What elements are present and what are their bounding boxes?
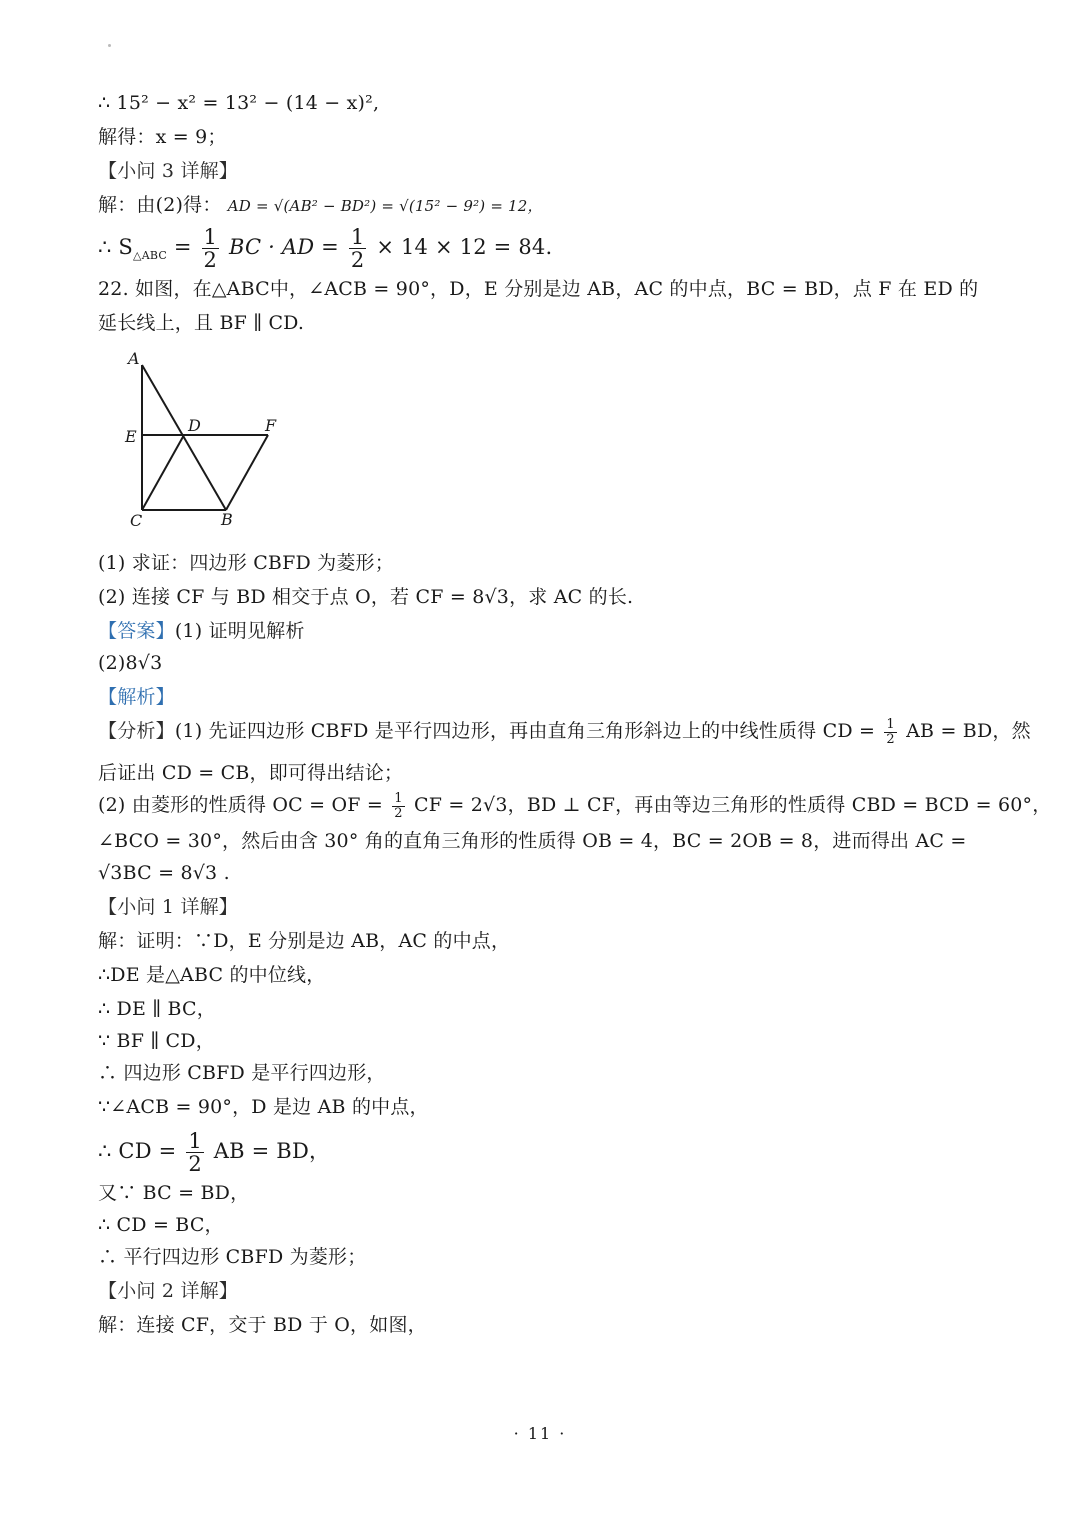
line-area <box>98 226 984 271</box>
fenxi-1b: AB = BD，然 <box>906 720 1031 743</box>
question-22-line1: 22. 如图，在△ABC中，∠ACB = 90°，D，E 分别是边 AB，AC 的中点，BC = BD，点 F 在 ED 的 <box>98 278 979 300</box>
question-22-line2: 延长线上，且 BF ∥ CD. <box>98 312 305 334</box>
area-mid: BC · AD = <box>228 235 339 260</box>
scan-dot <box>108 44 111 47</box>
frac-num: 1 <box>188 1129 202 1153</box>
frac-den: 2 <box>394 805 403 821</box>
proof-line5: ∴ 四边形 CBFD 是平行四边形， <box>98 1062 386 1084</box>
fenxi-3a: (2) 由菱形的性质得 OC = OF = <box>98 794 384 817</box>
part-1: (1) 求证：四边形 CBFD 为菱形； <box>98 552 394 574</box>
frac-num: 1 <box>886 717 895 732</box>
frac-num: 1 <box>394 791 403 806</box>
analysis-line1 <box>98 717 1031 747</box>
frac-den: 2 <box>886 731 895 747</box>
area-sub: △ABC <box>133 249 167 263</box>
geometry-figure <box>118 345 293 535</box>
solution-q2-line1: 解：连接 CF，交于 BD 于 O，如图， <box>98 1314 427 1336</box>
label-e: E <box>125 427 137 446</box>
label-c: C <box>130 511 143 530</box>
line-equation: ∴ 15² − x² = 13² − (14 − x)², <box>98 92 380 114</box>
frac-den: 2 <box>350 248 365 273</box>
proof-line10: ∴ 平行四边形 CBFD 为菱形； <box>98 1246 367 1268</box>
fenxi-1a: (1) 先证四边形 CBFD 是平行四边形，再由直角三角形斜边上的中线性质得 CD = <box>174 720 876 743</box>
answer-line <box>98 620 984 644</box>
analysis-line2: 后证出 CD = CB，即可得出结论； <box>98 762 404 784</box>
analysis-line4: ∠BCO = 30°，然后由含 30° 角的直角三角形的性质得 OB = 4，BC = 2OB = 8，进而得出 AC = <box>98 830 967 852</box>
proof-line4: ∵ BF ∥ CD， <box>98 1030 215 1052</box>
proof-line2: ∴DE 是△ABC 的中位线， <box>98 964 326 986</box>
proof-line6: ∵∠ACB = 90°，D 是边 AB 的中点， <box>98 1096 429 1118</box>
proof-line3: ∴ DE ∥ BC， <box>98 998 216 1020</box>
segment-fb <box>226 435 268 510</box>
frac-den: 2 <box>203 248 218 273</box>
area-eq: = <box>173 235 192 260</box>
area-s: ∴ S <box>98 235 134 260</box>
frac-num: 1 <box>350 225 365 249</box>
part-2: (2) 连接 CF 与 BD 相交于点 O，若 CF = 8√3，求 AC 的长. <box>98 586 634 608</box>
frac-den: 2 <box>188 1152 202 1177</box>
fraction-half <box>884 718 896 746</box>
line-ad <box>98 194 984 218</box>
line-ad-prefix: 解：由(2)得： <box>98 194 222 216</box>
proof-line1: 解：证明：∵D，E 分别是边 AB，AC 的中点， <box>98 930 511 952</box>
label-d: D <box>188 416 201 435</box>
answer-2: (2)8√3 <box>98 652 163 674</box>
proof-7a: ∴ CD = <box>98 1139 177 1164</box>
fraction-half <box>349 226 367 271</box>
frac-num: 1 <box>203 225 218 249</box>
section-q2-header: 【小问 2 详解】 <box>98 1280 238 1302</box>
label-b: B <box>221 510 233 529</box>
analysis-tag: 【解析】 <box>98 686 175 708</box>
proof-line8: 又∵ BC = BD， <box>98 1182 250 1204</box>
fraction-half <box>186 1130 204 1175</box>
line-ad-formula: AD = √(AB² − BD²) = √(15² − 9²) = 12， <box>227 197 543 215</box>
label-a: A <box>128 349 140 368</box>
answer-tag: 【答案】 <box>98 620 175 642</box>
segment-dc <box>142 435 184 510</box>
fenxi-3b: CF = 2√3，BD ⊥ CF，再由等边三角形的性质得 CBD = BCD = 60°， <box>414 794 1052 817</box>
fraction-half <box>392 792 404 820</box>
analysis-line3 <box>98 791 1052 821</box>
page-number: · 11 · <box>513 1424 567 1443</box>
area-end: × 14 × 12 = 84. <box>376 235 553 260</box>
label-f: F <box>265 416 277 435</box>
fenxi-tag: 【分析】 <box>98 720 175 743</box>
section-q3-header: 【小问 3 详解】 <box>98 160 238 182</box>
answer-1: (1) 证明见解析 <box>174 620 305 642</box>
section-q1-header: 【小问 1 详解】 <box>98 896 238 918</box>
proof-line9: ∴ CD = BC， <box>98 1214 224 1236</box>
line-solve-x: 解得：x = 9； <box>98 126 227 148</box>
fraction-half <box>202 226 220 271</box>
proof-line7 <box>98 1130 984 1175</box>
proof-7b: AB = BD， <box>213 1139 331 1164</box>
analysis-line5: √3BC = 8√3 . <box>98 862 230 884</box>
